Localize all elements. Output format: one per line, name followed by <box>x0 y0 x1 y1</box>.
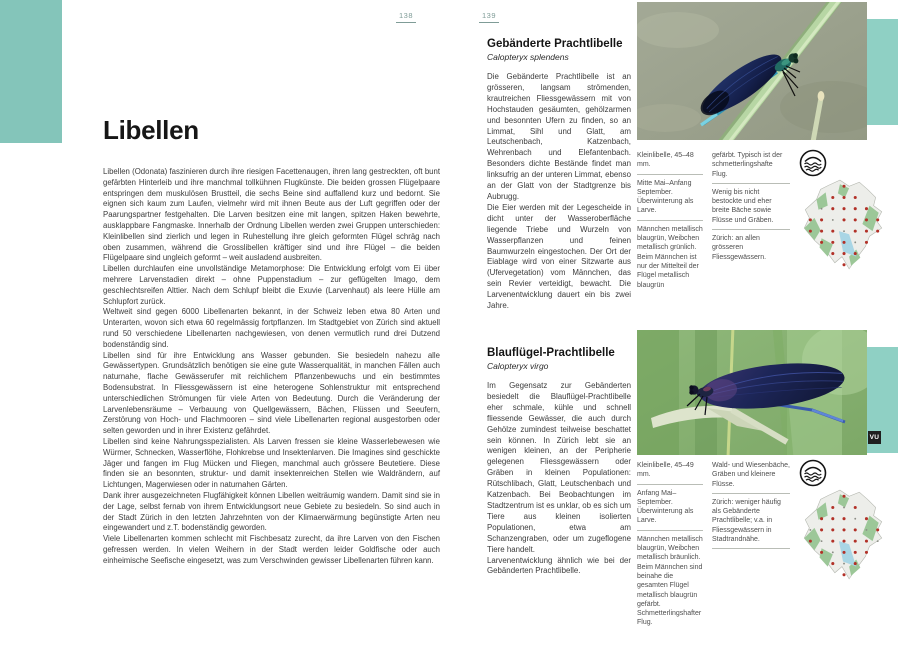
divider <box>712 183 790 184</box>
size-info: Kleinlibelle, 45–49 mm. <box>637 462 694 479</box>
flight-period-info: Mitte Mai–Anfang September. Überwinterung als Larve. <box>637 179 694 215</box>
species-1-paragraph: Die Eier werden mit der Legescheide in dicht unter der Wasseroberfläche liegende Triebe und Wurzeln von Wasserpflanzen und feinen Baumwurzeln eingestochen. Der Ort der Eiablage wird von einer Sitzwarte aus (Ufervegetation) vom Männchen, das sein Revier verteidigt, bewacht. Die Larvenentwicklung dauert ein bis zwei Jahre. <box>487 202 631 311</box>
species-2-fact-column-1 <box>637 461 703 628</box>
species-2-photo <box>637 330 867 455</box>
appearance-info: Männchen metallisch blaugrün, Weibchen metallisch grünlich. Beim Männchen ist nur der Mittelteil der Flügel metallisch blaugrün <box>637 225 703 289</box>
chapter-paragraph: Libellen sind keine Nahrungsspezialisten. Als Larven fressen sie kleine Wasserlebewesen wie Würmer, Schnecken, Wasserflöhe, Flohkrebse und Insektenlarven. Die Imagines sind geschickte Jäger und fangen im Flug Mücken und Fliegen, manchmal auch grössere Beutetiere. Diese finden sie an besonnten, struktur- und damit insektenreichen Stellen wie Waldrändern, auf Lichtungen, Magerwiesen oder in naturnahen Gärten. <box>103 436 440 490</box>
species-1-latin-name: Calopteryx splendens <box>487 52 569 62</box>
flowing-water-icon <box>799 459 827 487</box>
divider <box>637 530 703 531</box>
chapter-paragraph: Libellen (Odonata) faszinieren durch ihre riesigen Facettenaugen, ihren lang gestreckten, oft bunt gefärbten Hinterleib und ihre manchmal tollkühnen Flugkünste. Die beiden grossen Flügelpaare entspringen dem muskulösen Brustteil, die sechs Beine sind auffallend kurz und bedornt. Sie eignen sich kaum zum Laufen, vielmehr wird mit ihnen Beute aus der Luft gegriffen oder der Paarungspartner festgehalten. Die Larven besitzen eine mit langen, spitzen Haken bewehrte, ausklappbare Fangmaske. Innerhalb der Ordnung Libellen werden zwei Gruppen unterschieden: Kleinlibellen sind zierlich und legen in Ruhestellung ihre gleich geformten Flügel schräg nach oben zusammen, während die Grosslibellen kräftiger sind und ihre Flügel – die beiden Flügelpaare sind ungleich geformt – weit ausladend ausbreiten. <box>103 167 440 263</box>
flowing-water-icon <box>799 149 827 177</box>
species-2-fact-column-2 <box>712 461 790 553</box>
appearance-info: Männchen metallisch blaugrün, Weibchen metallisch bräunlich. Beim Männchen sind beinahe die gesamten Flügel metallisch blaugrün gefärbt. Schmetterlingshafter Flug. <box>637 535 703 627</box>
habitat-info: Wenig bis nicht bestockte und eher breite Bäche sowie Flüsse und Gräben. <box>712 188 774 224</box>
species-2-paragraph: Im Gegensatz zur Gebänderten besiedelt die Blauflügel-Prachtlibelle eher schmale, kühle und schnell fliessende Gewässer, die auch durch Gehölze zumindest teilweise beschattet sein können. In Zürich lebt sie an wenigen kleinen, an der Peripherie gelegenen Fliessgewässern oder Gräben in kleinen Populationen: Rütschlibach, Glatt, Leutschenbach und Katzenbach. Bei Beobachtungen im Stadtzentrum ist es unklar, ob es sich um Tiere aus kleinen isolierten Populationen, etwa am Schanzengraben, oder um zugeflogene Tiere handelt. <box>487 381 631 554</box>
chapter-paragraph: Libellen sind für ihre Entwicklung ans Wasser gebunden. Sie besiedeln nahezu alle Gewässertypen. Grundsätzlich benötigen sie eine gute Wasserqualität, in manchen Fällen auch naturnahe, flache Gewässerufer mit reichlichem Pflanzenbewuchs und ein bestimmtes Bodensubstrat. In Fliessgewässern ist eine heterogene Sohlenstruktur mit entsprechend unterschiedlichen Strömungen für viele Arten von Bedeutung. Durch die Veränderung der Larvenlebensräume – Verbauung von Quellgewässern, Bächen, Flüssen und Seeufern, Zerstörung von Hoch- und Flachmooren – sind viele Libellenarten regional ausgestorben oder selten geworden und in ihrer Existenz gefährdet. <box>103 350 440 436</box>
species-2-latin-name: Calopteryx virgo <box>487 361 549 371</box>
chapter-paragraph: Viele Libellenarten kommen schlecht mit Fischbesatz zurecht, da ihre Larven von den Fischen gefressen werden. In vielen Weihern in der Stadt werden leider Goldfische oder auch einheimische Seefische eingesetzt, was zum Verschwinden gewisser Libellenarten führen kann. <box>103 534 440 565</box>
redlist-badge-vu: VU <box>868 431 881 444</box>
divider <box>712 493 790 494</box>
decorative-corner-block <box>0 0 62 143</box>
flight-period-info: Anfang Mai–September. Überwinterung als Larve. <box>637 489 694 525</box>
species-1-fact-column-2 <box>712 151 790 262</box>
chapter-paragraph: Dank ihrer ausgezeichneten Flugfähigkeit können Libellen weiträumig wandern. Damit sind sie in der Lage, selbst fernab von ihrem Entwicklungsort neue Gebiete zu besiedeln. So sind auch in der Stadt Zürich in den letzten Jahrzehnten von der Klimaerwärmung begünstigte Arten neu eingewandert und z.T. bodenständig geworden. <box>103 490 440 533</box>
decorative-teal-strip <box>867 19 898 125</box>
species-2-paragraph: Larvenentwicklung ähnlich wie bei der Gebänderten Prachtlibelle. <box>487 555 631 576</box>
distribution-map-species-1 <box>792 177 894 272</box>
zurich-occurrence-info: Zürich: weniger häufig als Gebänderte Prachtlibelle; v.a. in Fliessgewässern in Stadtrandnähe. <box>712 498 781 544</box>
zurich-occurrence-info: Zürich: an allen grösseren Fliessgewässern. <box>712 235 767 261</box>
chapter-paragraph: Libellen durchlaufen eine unvollständige Metamorphose: Die Entwicklung erfolgt vom Ei über mehrere Larvenstadien direkt – ohne Puppenstadium – zur geflügelten Imago, dem geschlechtsreifen Alttier. Nach dem Schlupf bleibt die Exuvie (Larvenhaut) als leere Hülle am Schlupfort zurück. <box>103 264 440 306</box>
habitat-info: Wald- und Wiesenbäche, Gräben und kleinere Flüsse. <box>712 462 790 488</box>
chapter-article <box>103 116 440 566</box>
divider <box>712 229 790 230</box>
species-1-paragraph: Die Gebänderte Prachtlibelle ist an grösseren, langsam strömenden, krautreichen Fliessgewässern mit von Hochstauden gesäumten, gehölzarmen und besonnten Ufern zu finden, so an Limmat, Sihl und Glatt, am Leutschenbach, Katzenbach, Wehrenbach und Elefantenbach. Besonders dichte Bestände findet man linksufrig an der unteren Limmat, ebenso an der Glatt von der Stadtgrenze bis Aubrugg. <box>487 72 631 201</box>
species-2-name: Blauflügel-Prachtlibelle <box>487 347 615 359</box>
divider <box>637 174 703 175</box>
damselfly-photo-illustration <box>637 330 867 455</box>
species-1-fact-column-1 <box>637 151 703 290</box>
page-number-right: 139 <box>479 11 499 23</box>
page-number-left: 138 <box>396 11 416 23</box>
chapter-paragraph: Weltweit sind gegen 6000 Libellenarten bekannt, in der Schweiz leben etwa 80 Arten und Unterarten, wovon sich etwa 60 regelmässig fortpflanzen. Im Stadtgebiet von Zürich sind aktuell rund 50 verschiedene Libellenarten nachgewiesen, von denen vermutlich rund drei Dutzend bodenständig sind. <box>103 307 440 349</box>
divider <box>637 220 703 221</box>
species-1-text <box>487 38 631 312</box>
divider <box>637 484 703 485</box>
divider <box>712 548 790 549</box>
damselfly-photo-illustration <box>637 2 867 140</box>
species-2-text <box>487 347 631 577</box>
species-1-photo <box>637 2 867 140</box>
distribution-map-species-2 <box>792 487 894 582</box>
appearance-info-continued: gefärbt. Typisch ist der schmetterlingshafte Flug. <box>712 152 783 178</box>
species-1-name: Gebänderte Prachtlibelle <box>487 38 623 50</box>
size-info: Kleinlibelle, 45–48 mm. <box>637 152 694 169</box>
chapter-title: Libellen <box>103 115 199 145</box>
